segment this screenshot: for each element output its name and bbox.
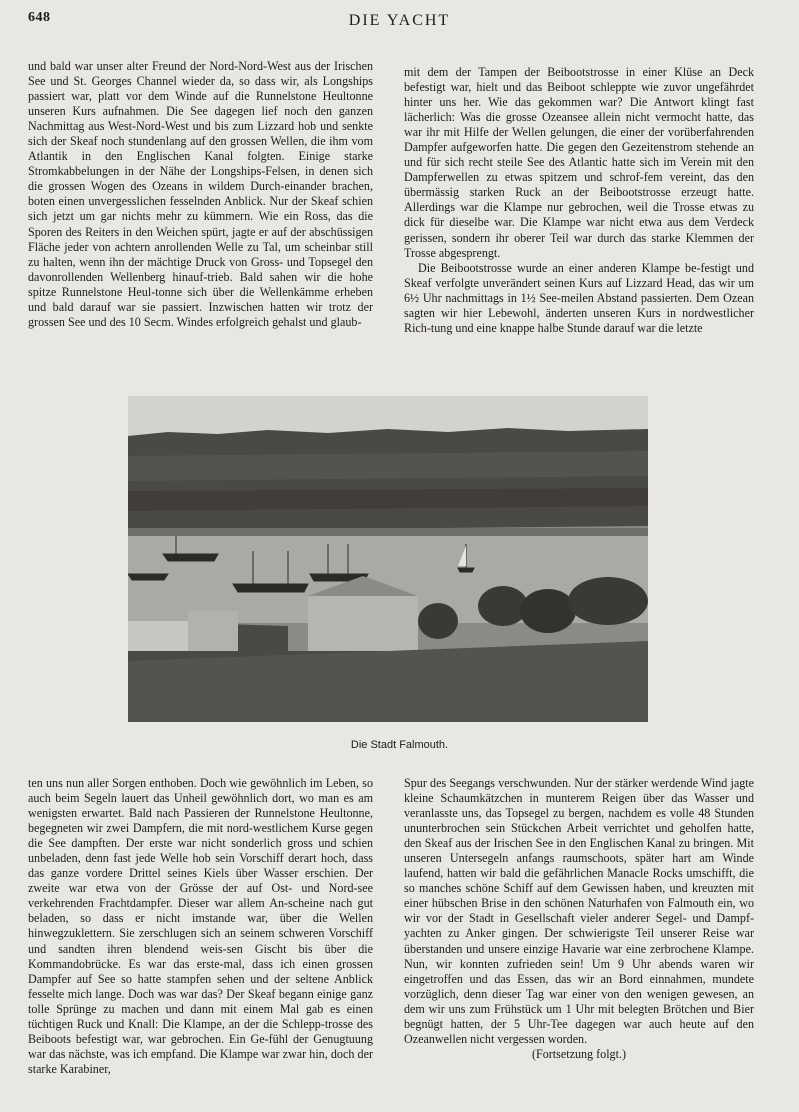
text-column-bottom-left bbox=[28, 776, 373, 1077]
text-column-bottom-right bbox=[404, 776, 754, 1062]
paragraph: Spur des Seegangs verschwunden. Nur der stärker werdende Wind jagte kleine Schaumkätzchen in munterem Reigen über das Wasser und veranlasste uns, das Topsegel zu bergen, nachdem es volle 48 Stunden ununterbrochen sein Stückchen Arbeit verrichtet und geholfen hatte, den Skeaf aus der Irischen See in den Englischen Kanal zu bringen. Mit unseren Untersegeln anfangs raumschoots, später hart am Winde laufend, hatten wir bald die gefährlichen Manacle Rocks umschifft, die so manches schöne Schiff auf dem Gewissen haben, und kreuzten mit einer hübschen Brise in den schönen Naturhafen von Falmouth ein, wo wir vor der Stadt in Gesellschaft vieler anderer Segel- und Dampf-yachten zu Anker gingen. Der schwierigste Teil unserer Reise war überstanden und unsere einzige Havarie war eine zerbrochene Klampe. Nun, wir konnten zufrieden sein! Um 9 Uhr abends waren wir eingetroffen und das Essen, das wir an Bord einnahmen, mundete vorzüglich, denn dieser Tag war einer von den wenigen gewesen, an dem wir uns zum Frühstück um 1 Uhr mit belegten Brötchen und Bier begnügt hatten, der 5 Uhr-Tee dagegen war auch heute auf den Ozeanwellen nicht vergessen worden. bbox=[404, 776, 754, 1046]
text-column-top-right bbox=[404, 65, 754, 336]
falmouth-photograph bbox=[128, 396, 648, 722]
harbour-illustration bbox=[128, 396, 648, 722]
paragraph: mit dem der Tampen der Beibootstrosse in einer Klüse an Deck befestigt war, hielt und das Beiboot schleppte wie zuvor ungefährdet hinter uns her. Wie das gekommen war? Die Antwort klingt fast lächerlich: Was die grosse Ozeansee allein nicht vermocht hatte, das war ihr mit Hilfe der Wellen gelungen, die einer der vorüberfahrenden Dampfer aufgeworfen hatte. Die gegen den Gezeitenstrom stehende an und für sich recht steile See des Atlantic hatte sich im Verein mit den Dampferwellen zu etwas spitzem und schrof-fem vereint, das den übermässig starken Ruck an der Beibootstrosse erzeugt hatte. Allerdings war die Klampe nur gebrochen, weil die Trosse etwas zu dick für dieselbe war. Die Klampe war nicht etwa aus dem Verdeck gerissen, sondern ihr oberer Teil war durch das starke Klemmen der Trosse abgesprengt. bbox=[404, 65, 754, 260]
figure-caption: Die Stadt Falmouth. bbox=[350, 739, 449, 751]
text-column-top-left bbox=[28, 59, 373, 330]
paragraph: ten uns nun aller Sorgen enthoben. Doch wie gewöhnlich im Leben, so auch beim Segeln lauert das Unheil gewöhnlich dort, wo man es am wenigsten erwartet. Bald nach Passieren der Runnelstone Heultonne, begegneten wir zwei Dampfern, die mit nord-westlichem Kurse gegen die See dampften. Der erste war nicht sonderlich gross und schien unbeladen, denn fast jede Welle hob sein Vorschiff derart hoch, dass das ganze vordere Drittel seines Kiels über Wasser erschien. Der zweite war etwa von der Grösse der auf Ost- und Nord-see verkehrenden Frachtdampfer. Dieser war allem An-scheine nach gut beladen, so dass er nicht imstande war, über die Wellen hinwegzuklettern. Sie zerschlugen sich an seinem schweren Vorschiff und sandten ihren blendend weis-sen Gischt bis über die Kommandobrücke. Es war das erste-mal, dass ich einen grossen Dampfer auf See so hatte stampfen sehen und der seltene Anblick fesselte mich lange. Doch was war das? Der Skeaf begann einige ganz tolle Sprünge zu machen und dann mit einem Mal gab es einen tüchtigen Ruck und Knall: Die Klampe, an der die Schlepp-trosse des Beiboots befestigt war, war gebrochen. Ein Ge-fühl der Genugtuung war das nächste, was ich empfand. Die Klampe war zwar hin, doch der starke Karabiner, bbox=[28, 776, 373, 1076]
continued-note: (Fortsetzung folgt.) bbox=[531, 1046, 627, 1061]
page-number: 648 bbox=[28, 10, 51, 25]
paragraph: und bald war unser alter Freund der Nord-Nord-West aus der Irischen See und St. Georges Channel wieder da, so dass wir, als Longships passiert war, platt vor dem Winde auf die Runnelstone Heultonne unseren Kurs aufnahmen. Die See dagegen lief noch den ganzen Nachmittag aus West-Nord-West und bis zum Lizzard hob und senkte sich der Skeaf noch stundenlang auf den grossen Wellen, die ihm vom Atlantik in den Englischen Kanal folgten. Einige starke Stromkabbelungen in der Nähe der Longships-Felsen, in denen sich die grossen Wogen des Ozeans in wildem Durch-einander brachen, boten einen unvergesslichen fesselnden Anblick. Nur der Skeaf schien sich jetzt um gar nichts mehr zu kümmern. Wie ein Ross, das die Sporen des Reiters in den Weichen spürt, jagte er auf der abschüssigen Fläche jeder von achtern anrollenden Welle zu Tal, um scheinbar still zu halten, wenn ihn der mächtige Druck von Gross- und Topsegel den davonrollenden Wellenberg hinauf-trieb. Bald sahen wir die hohe spitze Runnelstone Heul-tonne sich über die Wellenkämme erheben und bald darauf war sie passiert. Inzwischen hatten wir trotz der grossen See und des 10 Secm. Windes erfolgreich gehalst und glaub- bbox=[28, 59, 373, 329]
paragraph: Die Beibootstrosse wurde an einer anderen Klampe be-festigt und Skeaf verfolgte unverändert seinen Kurs auf Lizzard Head, das wir um 6½ Uhr nachmittags in 1½ See-meilen Abstand passierten. Dem Ozean sagten wir hier Lebewohl, änderten unseren Kurs in nordwestlicher Rich-tung und eine knappe halbe Stunde darauf war die letzte bbox=[404, 260, 754, 335]
running-title: DIE YACHT bbox=[348, 12, 451, 29]
